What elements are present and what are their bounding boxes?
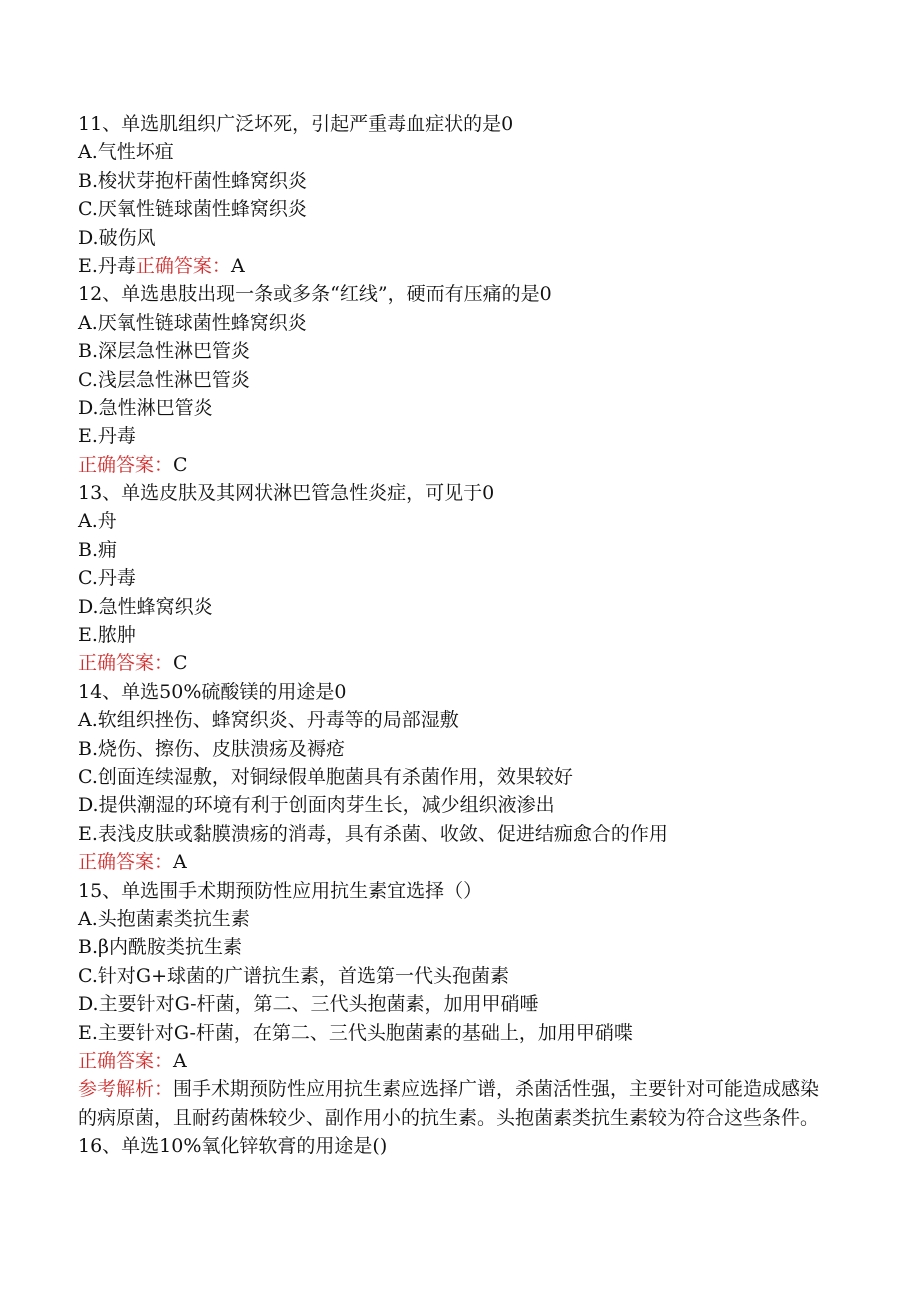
option: B.深层急性淋巴管炎: [78, 340, 251, 363]
answer-value: C: [173, 453, 188, 476]
option: B.β内酰胺类抗生素: [78, 936, 242, 959]
answer-value: C: [173, 652, 188, 675]
answer-value: A: [230, 254, 245, 277]
question-stem: 12、单选患肢出现一条或多条“红线”，硬而有压痛的是0: [78, 283, 552, 306]
option: A.气性坏疽: [78, 141, 174, 164]
option: D.主要针对G-杆菌，第二、三代头抱菌素，加用甲硝唾: [78, 993, 539, 1016]
answer-label: 正确答案：: [135, 254, 231, 277]
option-with-answer: [78, 252, 838, 280]
answer-line: [78, 1047, 838, 1075]
question-stem: 14、单选50%硫酸镁的用途是0: [78, 680, 347, 703]
option: D.提供潮湿的环境有利于创面肉芽生长，减少组织液渗出: [78, 794, 555, 817]
option: A.厌氧性链球菌性蜂窝织炎: [78, 311, 307, 334]
option: E.主要针对G-杆菌，在第二、三代头胞菌素的基础上，加用甲硝喋: [78, 1021, 633, 1044]
answer-value: A: [173, 1049, 187, 1072]
option: A.舟: [78, 510, 117, 533]
answer-value: A: [173, 851, 187, 874]
question-stem: 16、单选10%氧化锌软膏的用途是(): [78, 1135, 388, 1158]
option: C.厌氧性链球菌性蜂窝织炎: [78, 198, 307, 221]
analysis-text: 围手术期预防性应用抗生素应选择广谱，杀菌活性强，主要针对可能造成感染的病原菌，且耐药菌株较少、副作用小的抗生素。头抱菌素类抗生素较为符合这些条件。: [78, 1078, 820, 1129]
question-stem: 15、单选围手术期预防性应用抗生素宜选择（）: [78, 879, 483, 902]
question-stem: 13、单选皮肤及其网状淋巴管急性炎症，可见于0: [78, 482, 495, 505]
document-page: [78, 110, 838, 1160]
option: D.急性蜂窝织炎: [78, 595, 213, 618]
option: B.梭状芽抱杆菌性蜂窝织炎: [78, 169, 308, 192]
answer-label: 正确答案：: [78, 851, 174, 874]
option: D.破伤风: [78, 226, 156, 249]
option: E.丹毒: [78, 254, 136, 277]
analysis-label: 参考解析：: [78, 1078, 174, 1101]
option: E.表浅皮肤或黏膜溃疡的消毒，具有杀菌、收敛、促进结痂愈合的作用: [78, 822, 668, 845]
answer-label: 正确答案：: [78, 453, 174, 476]
option: C.针对G+球菌的广谱抗生素，首选第一代头孢菌素: [78, 964, 509, 987]
option: E.丹毒: [78, 425, 136, 448]
option: C.浅层急性淋巴管炎: [78, 368, 250, 391]
answer-label: 正确答案：: [78, 652, 174, 675]
answer-label: 正确答案：: [78, 1049, 174, 1072]
option: E.脓肿: [78, 624, 136, 647]
option: C.创面连续湿敷，对铜绿假单胞菌具有杀菌作用，效果较好: [78, 765, 573, 788]
question-stem: 11、单选肌组织广泛坏死，引起严重毒血症状的是0: [78, 113, 514, 135]
option: C.丹毒: [78, 567, 136, 590]
answer-line: [78, 451, 838, 479]
option: B.烧伤、擦伤、皮肤溃疡及褥疮: [78, 737, 346, 760]
option: D.急性淋巴管炎: [78, 396, 213, 419]
answer-line: [78, 649, 838, 677]
option: A.头抱菌素类抗生素: [78, 907, 250, 930]
analysis-paragraph: [78, 1075, 838, 1132]
option: B.痈: [78, 538, 118, 561]
option: A.软组织挫伤、蜂窝织炎、丹毒等的局部湿敷: [78, 709, 459, 732]
answer-line: [78, 848, 838, 876]
